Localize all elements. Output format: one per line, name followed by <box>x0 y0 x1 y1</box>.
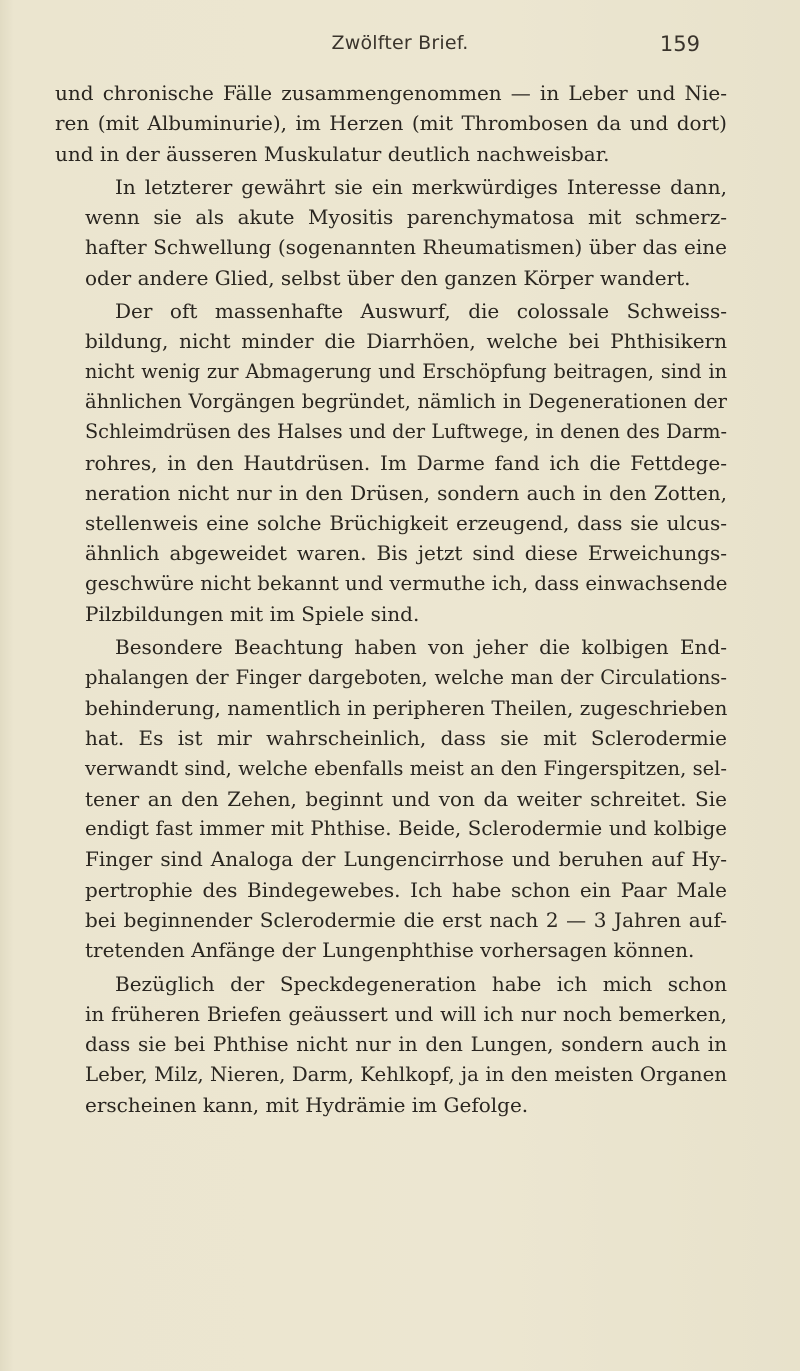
text-line: Der oft massenhafte Auswurf, die colossale Schweiss- <box>115 299 727 324</box>
text-line: Finger sind Analoga der Lungencirrhose und beruhen auf Hy- <box>85 847 727 872</box>
text-line: stellenweis eine solche Brüchigkeit erzeugend, dass sie ulcus- <box>85 511 727 536</box>
text-line: hafter Schwellung (sogenannten Rheumatismen) über das eine <box>85 235 727 260</box>
text-line: ähnlich abgeweidet waren. Bis jetzt sind diese Erweichungs- <box>85 541 727 566</box>
text-line: tener an den Zehen, beginnt und von da weiter schreitet. Sie <box>85 786 727 811</box>
text-line: oder andere Glied, selbst über den ganzen Körper wandert. <box>85 265 691 290</box>
text-line: ähnlichen Vorgängen begründet, nämlich in Degenerationen der <box>85 389 727 413</box>
page-number: 159 <box>659 32 700 56</box>
text-line: in früheren Briefen geäussert und will ich nur noch bemerken, <box>85 1001 727 1026</box>
text-line: rohres, in den Hautdrüsen. Im Darme fand ich die Fettdege- <box>85 450 727 475</box>
text-line: bildung, nicht minder die Diarrhöen, welche bei Phthisikern <box>85 329 727 354</box>
paragraph-1 <box>55 78 727 169</box>
running-title: Zwölfter Brief. <box>331 32 469 54</box>
paragraph-4 <box>55 632 727 965</box>
text-line: Besondere Beachtung haben von jeher die kolbigen End- <box>115 635 727 660</box>
text-line: neration nicht nur in den Drüsen, sondern auch in den Zotten, <box>85 480 727 505</box>
text-line: phalangen der Finger dargeboten, welche man der Circulations- <box>85 665 727 689</box>
text-line: endigt fast immer mit Phthise. Beide, Sclerodermie und kolbige <box>85 817 727 841</box>
text-line: Bezüglich der Speckdegeneration habe ich mich schon <box>115 971 727 996</box>
text-line: bei beginnender Sclerodermie die erst nach 2 — 3 Jahren auf- <box>85 908 727 933</box>
body-text <box>55 78 727 1123</box>
text-line: ren (mit Albuminurie), im Herzen (mit Thrombosen da und dort) <box>55 111 727 136</box>
paragraph-3 <box>55 296 727 629</box>
text-line: geschwüre nicht bekannt und vermuthe ich, dass einwachsende <box>85 571 727 595</box>
text-line: dass sie bei Phthise nicht nur in den Lungen, sondern auch in <box>85 1032 727 1057</box>
text-line: Pilzbildungen mit im Spiele sind. <box>85 602 420 627</box>
text-line: und in der äusseren Muskulatur deutlich nachweisbar. <box>55 141 610 166</box>
page-header <box>0 32 800 62</box>
text-line: Schleimdrüsen des Halses und der Luftwege, in denen des Darm- <box>85 420 727 444</box>
text-line: pertrophie des Bindegewebes. Ich habe schon ein Paar Male <box>85 877 727 902</box>
text-line: nicht wenig zur Abmagerung und Erschöpfung beitragen, sind in <box>85 359 727 383</box>
text-line: hat. Es ist mir wahrscheinlich, dass sie mit Sclerodermie <box>85 726 727 751</box>
text-line: In letzterer gewährt sie ein merkwürdiges Interesse dann, <box>115 174 727 199</box>
text-line: behinderung, namentlich in peripheren Theilen, zugeschrieben <box>85 695 727 720</box>
text-line: Leber, Milz, Nieren, Darm, Kehlkopf, ja in den meisten Organen <box>85 1062 727 1086</box>
text-line: verwandt sind, welche ebenfalls meist an den Fingerspitzen, sel- <box>85 756 727 780</box>
paragraph-5 <box>55 969 727 1120</box>
text-line: tretenden Anfänge der Lungenphthise vorhersagen können. <box>85 938 695 963</box>
paragraph-2 <box>55 172 727 293</box>
text-line: und chronische Fälle zusammengenommen — in Leber und Nie- <box>55 81 727 105</box>
text-line: erscheinen kann, mit Hydrämie im Gefolge. <box>85 1092 529 1117</box>
text-line: wenn sie als akute Myositis parenchymatosa mit schmerz- <box>85 205 727 230</box>
